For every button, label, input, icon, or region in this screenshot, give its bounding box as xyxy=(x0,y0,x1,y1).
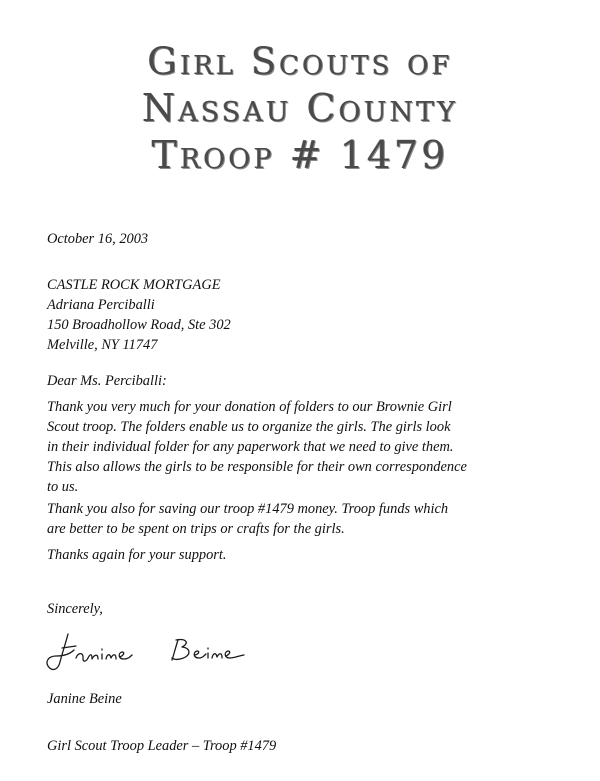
recipient-address xyxy=(47,275,567,355)
paragraph-1 xyxy=(47,397,567,497)
letterhead xyxy=(0,38,600,179)
paragraph-3: Thanks again for your support. xyxy=(47,547,227,563)
handwritten-signature xyxy=(40,628,280,676)
signer-title: Girl Scout Troop Leader – Troop #1479 xyxy=(47,738,277,754)
recipient-city: Melville, NY 11747 xyxy=(47,337,158,353)
paragraph-1-line: Scout troop. The folders enable us to organize the girls. The girls look xyxy=(47,419,451,435)
letterhead-line-2: Nassau County xyxy=(141,86,459,130)
signer-name: Janine Beine xyxy=(47,691,122,707)
paragraph-1-line: to us. xyxy=(47,479,79,495)
closing: Sincerely, xyxy=(47,601,103,617)
paragraph-2 xyxy=(47,499,567,539)
letterhead-line-1: Girl Scouts of xyxy=(147,40,453,83)
letter-date: October 16, 2003 xyxy=(47,231,149,247)
recipient-name: Adriana Perciballi xyxy=(47,297,155,313)
paragraph-2-line: are better to be spent on trips or crafts for the girls. xyxy=(47,521,345,537)
recipient-street: 150 Broadhollow Road, Ste 302 xyxy=(47,317,231,333)
paragraph-1-line: This also allows the girls to be responsible for their own correspondence xyxy=(47,459,467,475)
paragraph-1-line: Thank you very much for your donation of folders to our Brownie Girl xyxy=(47,399,452,415)
letterhead-line-3: Troop # 1479 xyxy=(151,133,449,177)
paragraph-1-line: in their individual folder for any paperwork that we need to give them. xyxy=(47,439,454,455)
salutation: Dear Ms. Perciballi: xyxy=(47,373,167,389)
recipient-company: CASTLE ROCK MORTGAGE xyxy=(47,277,221,293)
paragraph-2-line: Thank you also for saving our troop #1479 money. Troop funds which xyxy=(47,501,449,517)
